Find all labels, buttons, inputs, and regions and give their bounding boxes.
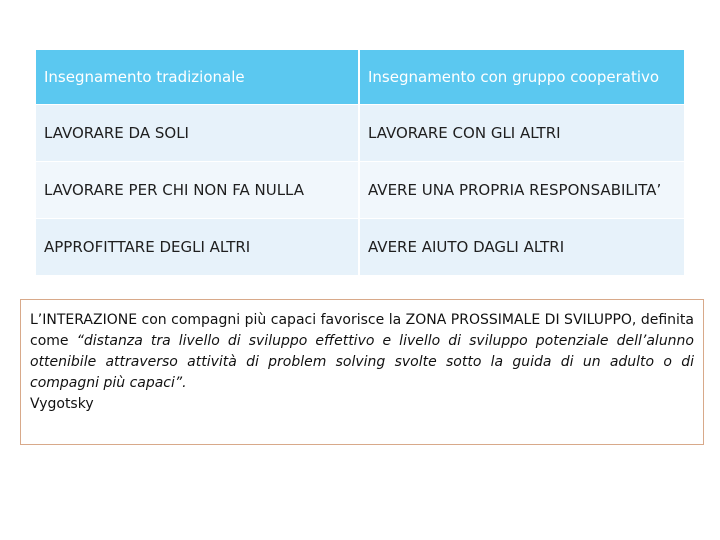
quote-author: Vygotsky — [30, 396, 94, 412]
header-cell-traditional: Insegnamento tradizionale — [36, 50, 360, 104]
table-cell: AVERE AIUTO DAGLI ALTRI — [360, 219, 684, 275]
quote-intro: L’INTERAZIONE con compagni più capaci favorisce la ZONA PROSSIMALE DI SVILUPPO, definita come — [30, 312, 694, 349]
table-header-row — [36, 50, 684, 105]
table-cell: LAVORARE DA SOLI — [36, 105, 360, 161]
table-cell: APPROFITTARE DEGLI ALTRI — [36, 219, 360, 275]
header-cell-cooperative: Insegnamento con gruppo cooperativo — [360, 50, 684, 104]
table-cell: LAVORARE PER CHI NON FA NULLA — [36, 162, 360, 218]
table-row — [36, 219, 684, 276]
quote-box — [20, 299, 704, 445]
table-cell: AVERE UNA PROPRIA RESPONSABILITA’ — [360, 162, 684, 218]
comparison-table — [36, 50, 684, 276]
table-row — [36, 105, 684, 162]
quote-definition: “distanza tra livello di sviluppo effettivo e livello di sviluppo potenziale dell’alunno ottenibile attraverso attività di problem solving svolte sotto la guida di un adulto o di compagni più capaci”. — [30, 333, 694, 391]
table-cell: LAVORARE CON GLI ALTRI — [360, 105, 684, 161]
table-row — [36, 162, 684, 219]
